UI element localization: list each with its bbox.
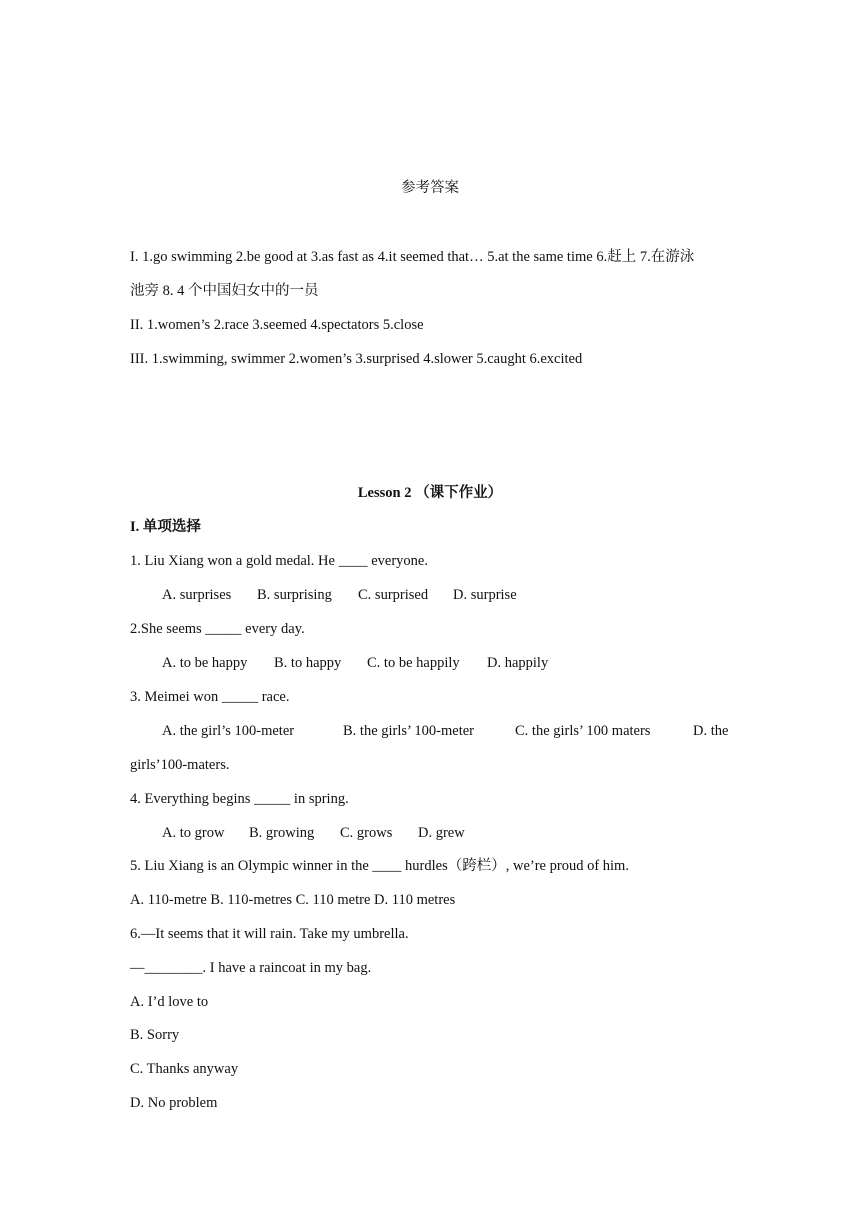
- answers-line-ii: II. 1.women’s 2.race 3.seemed 4.spectators 5.close: [130, 317, 424, 333]
- q6-option-b: B. Sorry: [130, 1027, 180, 1043]
- q5-options: A. 110-metre B. 110-metres C. 110 metre D. 110 metres: [130, 892, 456, 908]
- q3-option-a: A. the girl’s 100-meter: [162, 723, 295, 739]
- question-6: 6.—It seems that it will rain. Take my umbrella.: [130, 926, 409, 942]
- lesson-title: Lesson 2 （课下作业）: [357, 485, 503, 501]
- q3-option-b: B. the girls’ 100-meter: [343, 723, 475, 739]
- answers-heading: 参考答案: [401, 180, 459, 196]
- question-2: 2.She seems _____ every day.: [130, 621, 305, 637]
- q3-option-c: C. the girls’ 100 maters: [515, 723, 651, 739]
- q6-option-a: A. I’d love to: [130, 994, 209, 1010]
- q1-option-b: B. surprising: [257, 587, 332, 603]
- q2-option-b: B. to happy: [274, 655, 342, 671]
- answers-line-i-continued: 池旁 8. 4 个中国妇女中的一员: [130, 283, 319, 299]
- question-3: 3. Meimei won _____ race.: [130, 689, 290, 705]
- q2-option-a: A. to be happy: [162, 655, 248, 671]
- q2-option-c: C. to be happily: [367, 655, 460, 671]
- q1-option-a: A. surprises: [162, 587, 232, 603]
- q4-option-c: C. grows: [340, 825, 393, 841]
- q4-option-a: A. to grow: [162, 825, 225, 841]
- section-heading: I. 单项选择: [130, 519, 201, 535]
- q1-option-c: C. surprised: [358, 587, 429, 603]
- answers-line-i: I. 1.go swimming 2.be good at 3.as fast as 4.it seemed that… 5.at the same time 6.赶上 7.在游泳: [130, 249, 695, 265]
- q6-option-c: C. Thanks anyway: [130, 1061, 239, 1077]
- question-5: 5. Liu Xiang is an Olympic winner in the ____ hurdles（跨栏）, we’re proud of him.: [130, 858, 629, 874]
- q2-option-d: D. happily: [487, 655, 549, 671]
- q6-reply: —________. I have a raincoat in my bag.: [130, 960, 372, 976]
- question-4: 4. Everything begins _____ in spring.: [130, 791, 349, 807]
- q3-option-d-continued: girls’100-maters.: [130, 757, 230, 773]
- answers-line-iii: III. 1.swimming, swimmer 2.women’s 3.surprised 4.slower 5.caught 6.excited: [130, 351, 583, 367]
- q4-option-d: D. grew: [418, 825, 465, 841]
- q4-option-b: B. growing: [249, 825, 315, 841]
- q3-option-d: D. the: [693, 723, 729, 739]
- q1-option-d: D. surprise: [453, 587, 517, 603]
- question-1: 1. Liu Xiang won a gold medal. He ____ everyone.: [130, 553, 428, 569]
- q6-option-d: D. No problem: [130, 1095, 218, 1111]
